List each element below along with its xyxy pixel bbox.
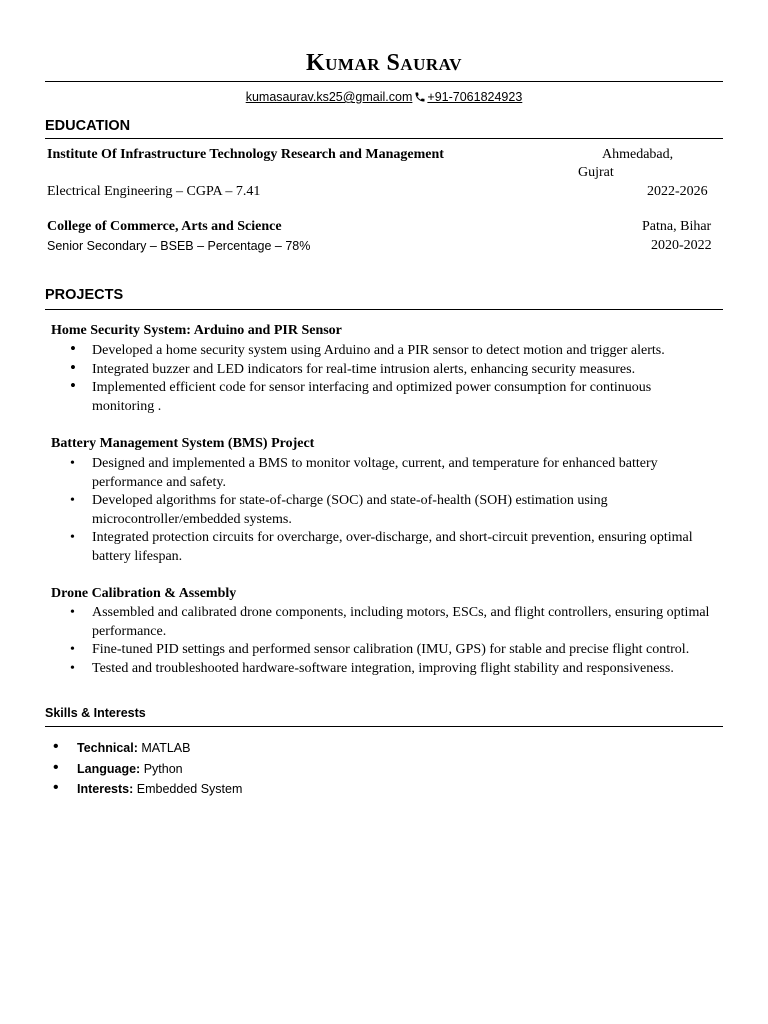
education-heading: EDUCATION <box>45 118 131 134</box>
education-institution-1: Institute Of Infrastructure Technology Research and Management <box>47 147 444 162</box>
project-3-bullets <box>92 604 712 678</box>
education-location-1a: Ahmedabad, <box>602 147 674 162</box>
list-item: • Implemented efficient code for sensor interfacing and optimized power consumption for continuous monitoring . <box>92 379 712 416</box>
skills-heading: Skills & Interests <box>45 706 146 720</box>
education-program-1: Electrical Engineering – CGPA – 7.41 <box>47 184 261 199</box>
list-item: • Designed and implemented a BMS to monitor voltage, current, and temperature for enhanced battery performance and safety. <box>92 455 712 492</box>
project-title-3: Drone Calibration & Assembly <box>51 586 237 601</box>
projects-heading: PROJECTS <box>45 287 124 303</box>
skill-interests: • Interests: Embedded System <box>77 779 242 800</box>
list-item: • Integrated buzzer and LED indicators for real-time intrusion alerts, enhancing security measures. <box>92 361 712 380</box>
contact-line <box>0 90 768 104</box>
candidate-name: Kumar Saurav <box>305 50 463 76</box>
list-item: • Integrated protection circuits for overcharge, over-discharge, and short-circuit prevention, ensuring optimal battery lifespan. <box>92 529 712 566</box>
skills-list <box>77 738 242 800</box>
education-institution-2: College of Commerce, Arts and Science <box>47 219 282 234</box>
list-item: • Developed a home security system using Arduino and a PIR sensor to detect motion and trigger alerts. <box>92 342 712 361</box>
skill-technical: • Technical: MATLAB <box>77 738 242 759</box>
education-location-2: Patna, Bihar <box>642 219 712 234</box>
project-1-bullets <box>92 342 712 416</box>
list-item: • Developed algorithms for state-of-charge (SOC) and state-of-health (SOH) estimation using microcontroller/embedded systems. <box>92 492 712 529</box>
education-divider <box>45 138 723 139</box>
project-2-bullets <box>92 455 712 567</box>
email-link[interactable]: kumasaurav.ks25@gmail.com <box>245 90 413 104</box>
list-item: • Assembled and calibrated drone components, including motors, ESCs, and flight controllers, ensuring optimal performance. <box>92 604 712 641</box>
skills-divider <box>45 726 723 727</box>
education-years-1: 2022-2026 <box>647 184 708 199</box>
education-location-1b: Gujrat <box>578 165 614 180</box>
list-item: • Tested and troubleshooted hardware-software integration, improving flight stability and responsiveness. <box>92 660 712 679</box>
phone-link[interactable]: +91-7061824923 <box>427 90 523 104</box>
project-title-1: Home Security System: Arduino and PIR Sensor <box>51 323 342 338</box>
header-divider <box>45 81 723 82</box>
education-years-2: 2020-2022 <box>651 238 712 253</box>
skill-language: • Language: Python <box>77 759 242 780</box>
projects-divider <box>45 309 723 310</box>
phone-icon <box>414 91 426 103</box>
list-item: • Fine-tuned PID settings and performed sensor calibration (IMU, GPS) for stable and precise flight control. <box>92 641 712 660</box>
education-program-2: Senior Secondary – BSEB – Percentage – 78% <box>47 239 311 253</box>
project-title-2: Battery Management System (BMS) Project <box>51 436 315 451</box>
